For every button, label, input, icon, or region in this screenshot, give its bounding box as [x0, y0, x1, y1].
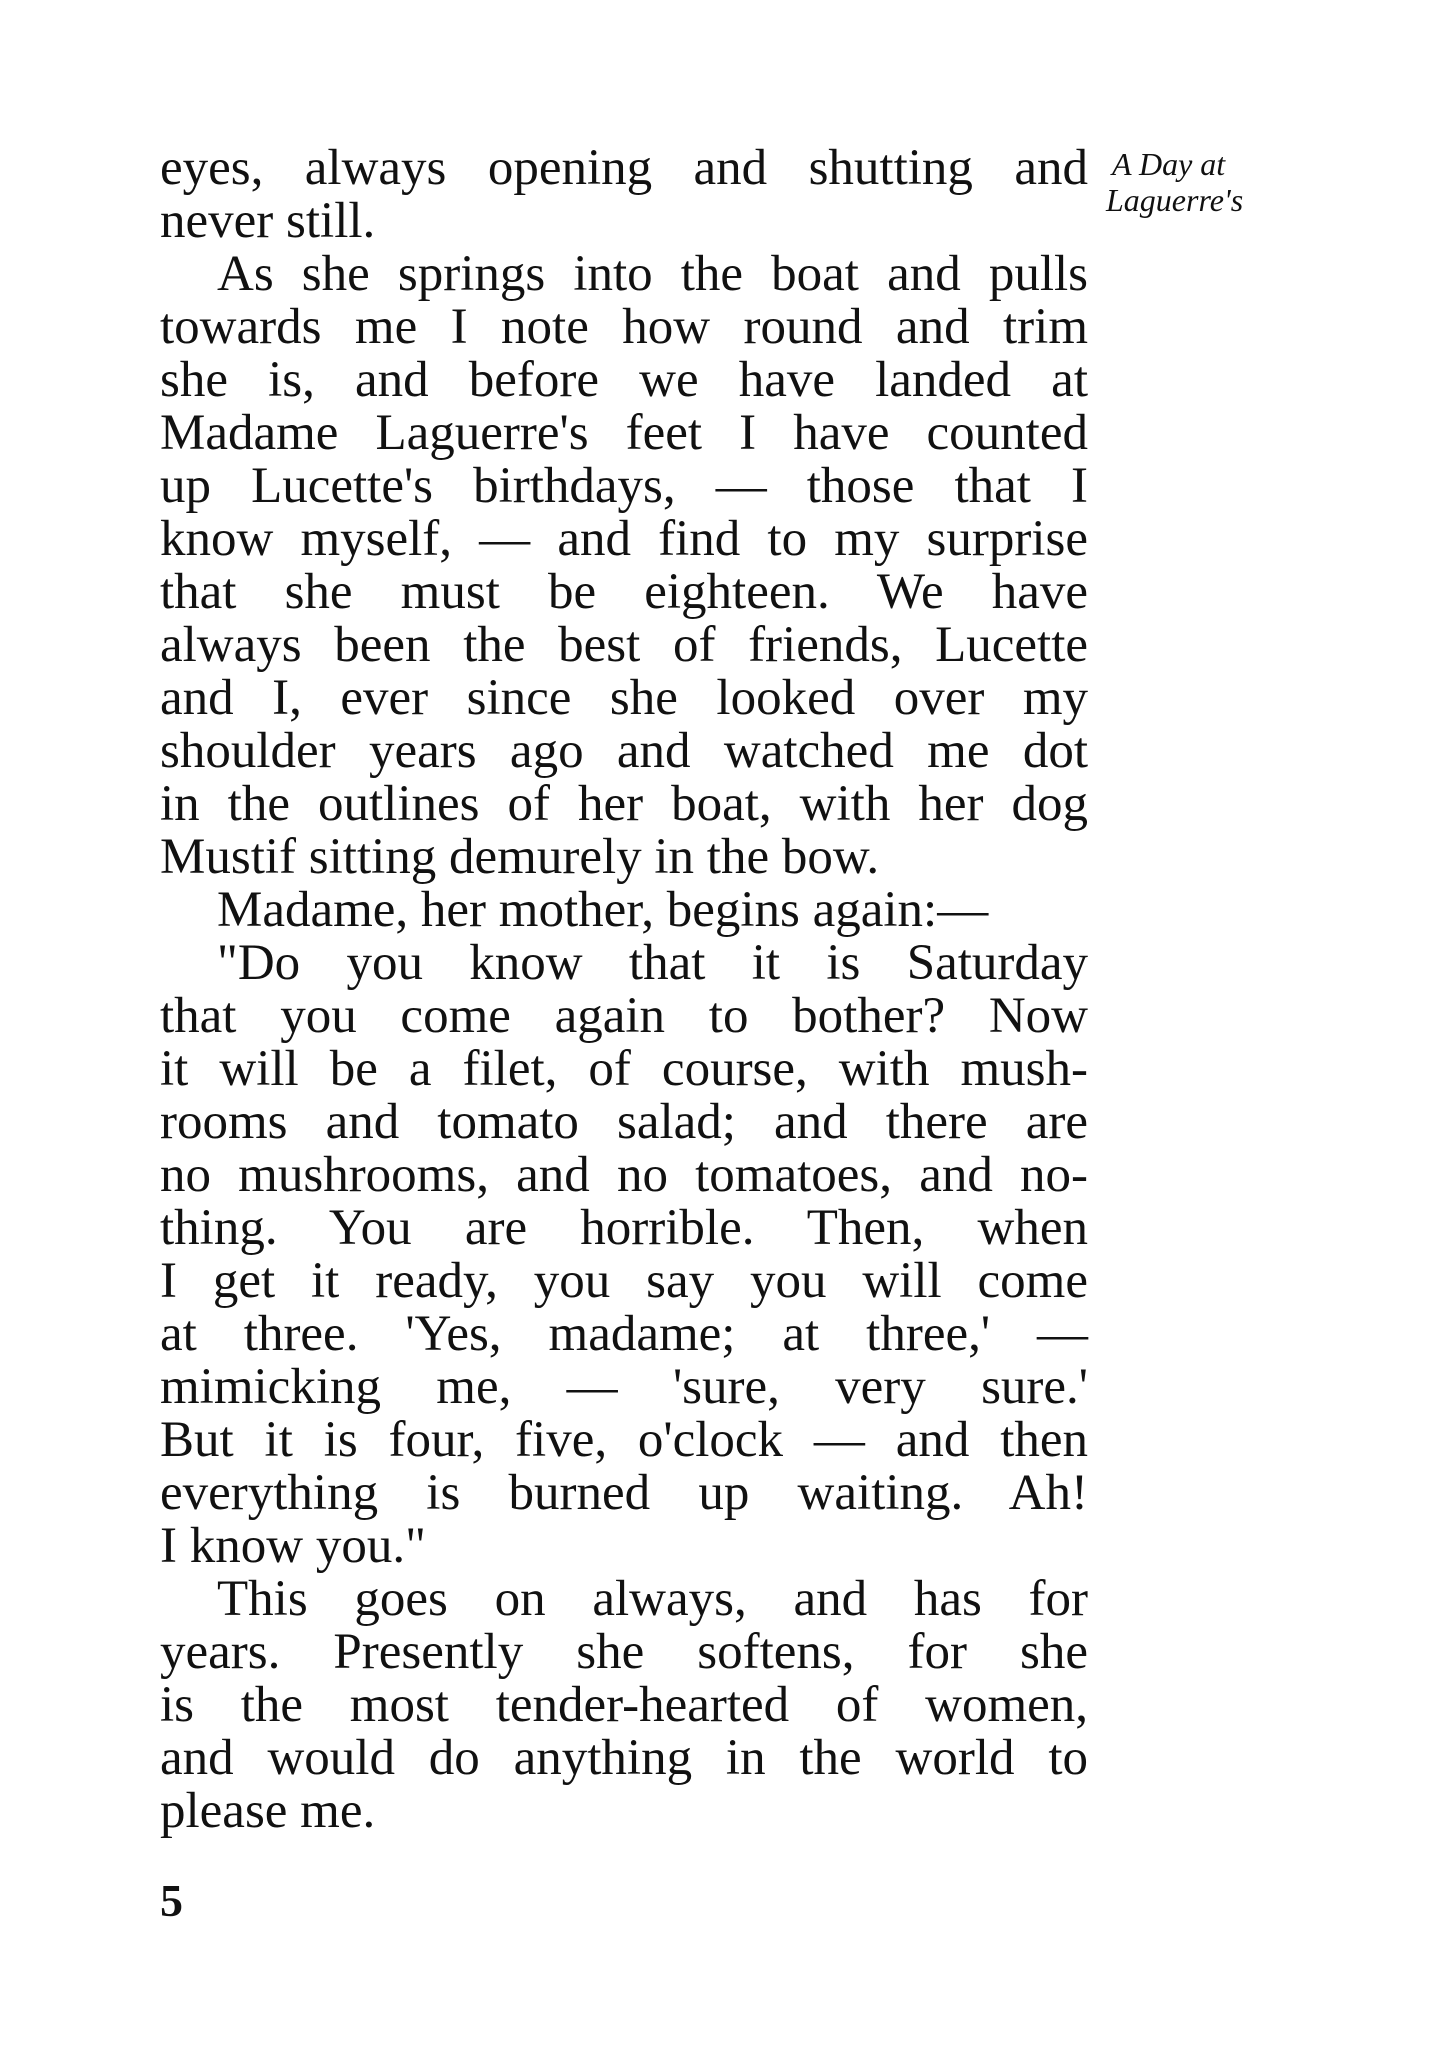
text-line: thing. You are horrible. Then, when	[160, 1200, 1088, 1256]
text-line: Madame, her mother, begins again:—	[217, 882, 989, 938]
text-line: mimicking me, — 'sure, very sure.'	[160, 1359, 1088, 1415]
body-text	[160, 142, 1088, 1838]
text-line: and would do anything in the world to	[160, 1730, 1088, 1786]
margin-note-line-2: Laguerre's	[1106, 182, 1244, 218]
text-line: everything is burned up waiting. Ah!	[160, 1465, 1088, 1521]
text-line: always been the best of friends, Lucette	[160, 617, 1088, 673]
margin-note-line-1: A Day at	[1112, 146, 1226, 182]
text-line: rooms and tomato salad; and there are	[160, 1094, 1088, 1150]
text-line: it will be a filet, of course, with mush-	[160, 1041, 1088, 1097]
page-number: 5	[160, 1875, 183, 1926]
text-line: shoulder years ago and watched me dot	[160, 723, 1088, 779]
text-line: eyes, always opening and shutting and	[160, 140, 1088, 196]
text-line: Madame Laguerre's feet I have counted	[160, 405, 1088, 461]
text-line: know myself, — and find to my surprise	[160, 511, 1088, 567]
text-line: and I, ever since she looked over my	[160, 670, 1088, 726]
text-line: that you come again to bother? Now	[160, 988, 1088, 1044]
text-line: years. Presently she softens, for she	[160, 1624, 1088, 1680]
text-line: Mustif sitting demurely in the bow.	[160, 829, 880, 885]
text-line: I know you."	[160, 1518, 426, 1574]
margin-note	[1106, 146, 1296, 218]
text-line: in the outlines of her boat, with her dog	[160, 776, 1088, 832]
text-line: no mushrooms, and no tomatoes, and no-	[160, 1147, 1088, 1203]
text-line: never still.	[160, 193, 376, 249]
text-line: up Lucette's birthdays, — those that I	[160, 458, 1088, 514]
text-line: As she springs into the boat and pulls	[217, 246, 1088, 302]
text-line: This goes on always, and has for	[217, 1571, 1088, 1627]
text-line: But it is four, five, o'clock — and then	[160, 1412, 1088, 1468]
text-line: that she must be eighteen. We have	[160, 564, 1088, 620]
text-line: I get it ready, you say you will come	[160, 1253, 1088, 1309]
text-line: please me.	[160, 1783, 376, 1839]
text-line: "Do you know that it is Saturday	[217, 935, 1088, 991]
text-line: is the most tender-hearted of women,	[160, 1677, 1088, 1733]
text-line: towards me I note how round and trim	[160, 299, 1088, 355]
text-line: she is, and before we have landed at	[160, 352, 1088, 408]
text-line: at three. 'Yes, madame; at three,' —	[160, 1306, 1088, 1362]
